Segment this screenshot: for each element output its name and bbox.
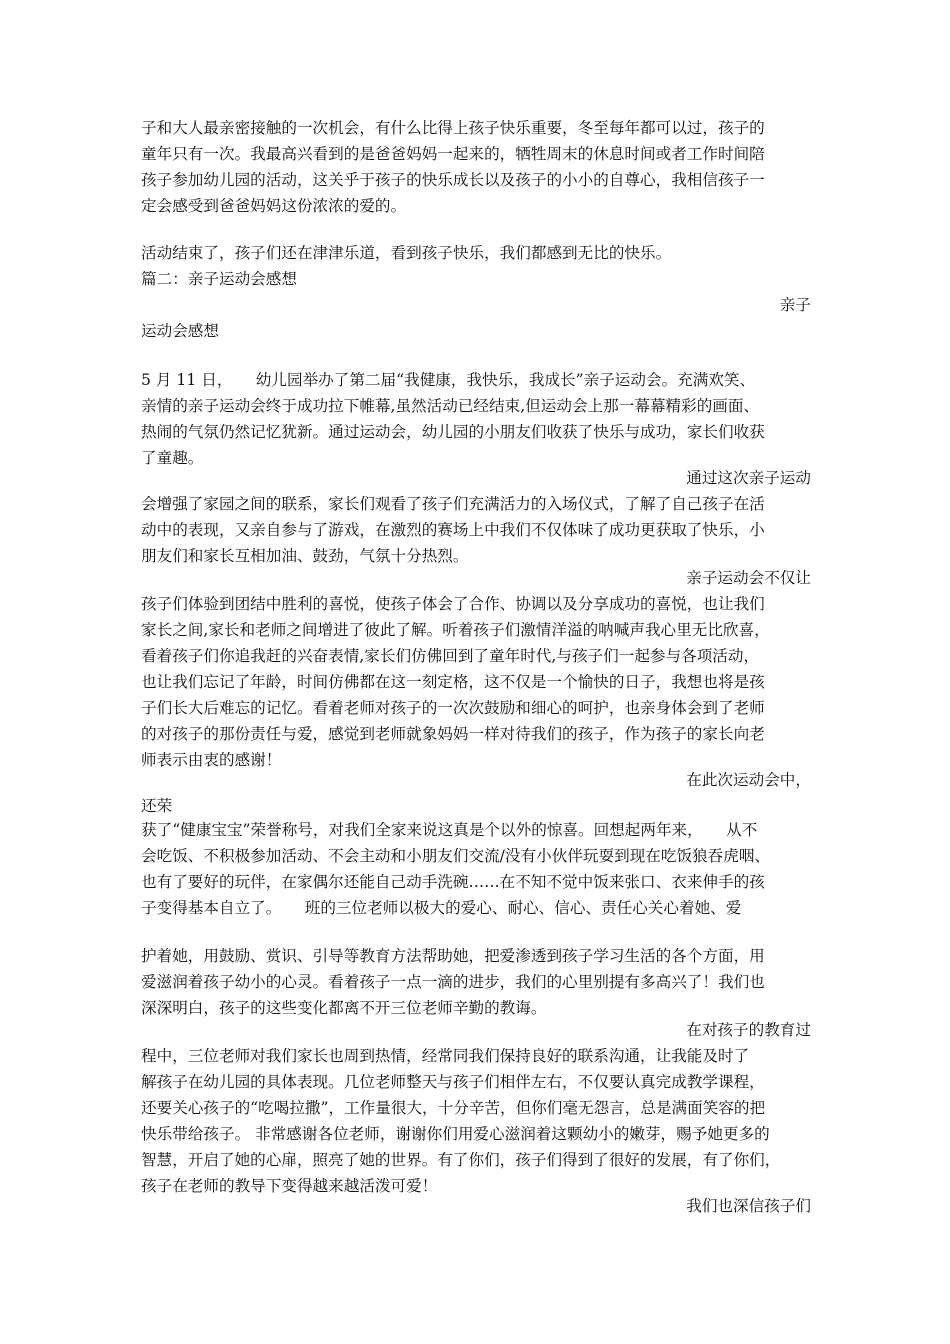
text-line: 了童趣。 [141,449,204,467]
text-line: 子变得基本自立了。 班的三位老师以极大的爱心、耐心、信心、责任心关心着她、爱 [141,899,742,917]
text-line: 动中的表现，又亲自参与了游戏，在激烈的赛场上中我们不仅体味了成功更获取了快乐，小 [141,521,765,539]
text-line: 智慧，开启了她的心扉，照亮了她的世界。有了你们，孩子们得到了很好的发展，有了你们， [141,1151,781,1169]
text-line: 亲子运动会不仅让 [686,569,811,587]
text-line: 孩子们体验到团结中胜利的喜悦，使孩子体会了合作、协调以及分享成功的喜悦，也让我们 [141,595,765,613]
text-line: 5 月 11 日， 幼儿园举办了第二届“我健康，我快乐，我成长”亲子运动会。充满欢笑、 [141,371,756,389]
text-line: 会吃饭、不积极参加活动、不会主动和小朋友们交流/没有小伙伴玩耍到现在吃饭狼吞虎咽、 [141,847,771,865]
text-line: 亲情的亲子运动会终于成功拉下帷幕,虽然活动已经结束,但运动会上那一幕幕精彩的画面、 [141,397,760,415]
text-line: 朋友们和家长互相加油、鼓劲，气氛十分热烈。 [141,547,469,565]
text-line: 解孩子在幼儿园的具体表现。几位老师整天与孩子们相伴左右，不仅要认真完成教学课程， [141,1073,765,1091]
text-line: 快乐带给孩子。 非常感谢各位老师，谢谢你们用爱心滋润着这颗幼小的嫩芽，赐予她更多的 [141,1125,770,1143]
text-line: 爱滋润着孩子幼小的心灵。看着孩子一点一滴的进步，我们的心里别提有多高兴了！我们也 [141,973,765,991]
text-line: 深深明白，孩子的这些变化都离不开三位老师辛勤的教诲。 [141,999,547,1017]
text-line: 会增强了家园之间的联系，家长们观看了孩子们充满活力的入场仪式，了解了自己孩子在活 [141,495,765,513]
text-line: 亲子 [779,296,811,314]
text-line: 师表示由衷的感谢！ [141,751,282,769]
text-line: 护着她，用鼓励、赏识、引导等教育方法帮助她，把爱渗透到孩子学习生活的各个方面，用 [141,947,765,965]
text-line: 在对孩子的教育过 [686,1021,811,1039]
text-line: 孩子参加幼儿园的活动，这关乎于孩子的快乐成长以及孩子的小小的自尊心，我相信孩子一 [141,171,765,189]
text-line: 的对孩子的那份责任与爱，感觉到老师就象妈妈一样对待我们的孩子，作为孩子的家长向老 [141,725,765,743]
text-line: 孩子在老师的教导下变得越来越活泼可爱！ [141,1177,438,1195]
text-line: 子们长大后难忘的记忆。看着老师对孩子的一次次鼓励和细心的呵护，也亲身体会到了老师 [141,699,765,717]
text-line: 子和大人最亲密接触的一次机会，有什么比得上孩子快乐重要，冬至每年都可以过，孩子的 [141,119,765,137]
text-line: 童年只有一次。我最高兴看到的是爸爸妈妈一起来的，牺牲周末的休息时间或者工作时间陪 [141,145,765,163]
text-line: 热闹的气氛仍然记忆犹新。通过运动会，幼儿园的小朋友们收获了快乐与成功，家长们收获 [141,423,765,441]
text-line: 运动会感想 [141,322,219,340]
text-line: 还要关心孩子的“吃喝拉撒”，工作量很大，十分辛苦，但你们毫无怨言，总是满面笑容的把 [141,1099,766,1117]
text-line: 看着孩子们你追我赶的兴奋表情,家长们仿佛回到了童年时代,与孩子们一起参与各项活动， [141,647,760,665]
text-line: 也有了要好的玩伴，在家偶尔还能自己动手洗碗……在不知不觉中饭来张口、衣来伸手的孩 [141,873,765,891]
text-line: 通过这次亲子运动 [686,469,811,487]
text-line: 定会感受到爸爸妈妈这份浓浓的爱的。 [141,197,407,215]
section-heading: 篇二：亲子运动会感想 [141,270,297,288]
text-line: 在此次运动会中， [686,771,811,789]
text-line: 程中，三位老师对我们家长也周到热情，经常同我们保持良好的联系沟通，让我能及时了 [141,1047,750,1065]
text-line: 也让我们忘记了年龄，时间仿佛都在这一刻定格，这不仅是一个愉快的日子，我想也将是孩 [141,673,765,691]
text-line: 家长之间,家长和老师之间增进了彼此了解。听着孩子们激情洋溢的呐喊声我心里无比欣喜， [141,621,770,639]
text-line: 获了“健康宝宝”荣誉称号，对我们全家来说这真是个以外的惊喜。回想起两年来， 从不 [141,821,758,839]
text-line: 活动结束了，孩子们还在津津乐道，看到孩子快乐，我们都感到无比的快乐。 [141,244,672,262]
text-line: 还荣 [141,797,173,815]
text-line: 我们也深信孩子们 [686,1197,811,1215]
